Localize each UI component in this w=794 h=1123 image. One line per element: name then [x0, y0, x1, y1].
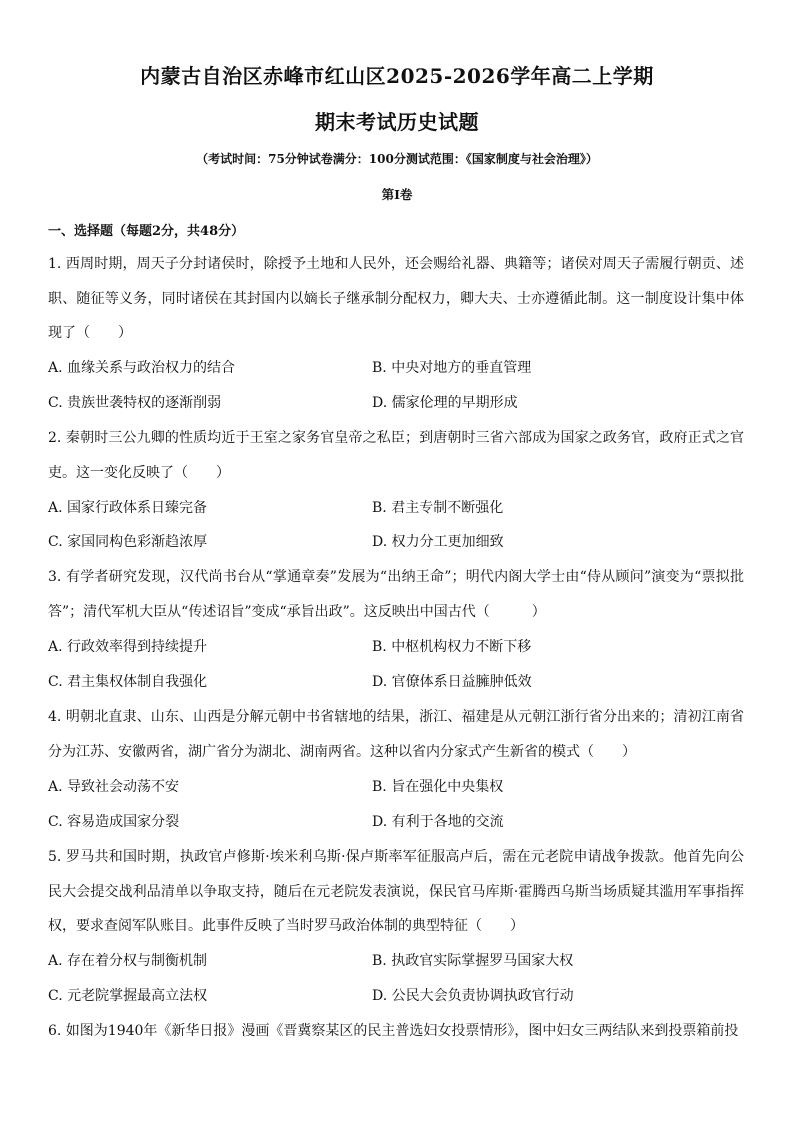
question-4-option-d[interactable]: D. 有利于各地的交流	[372, 814, 504, 830]
question-5-option-c[interactable]: C. 元老院掌握最高立法权	[48, 988, 208, 1004]
question-4-option-b[interactable]: B. 旨在强化中央集权	[372, 779, 504, 795]
exam-info: （考试时间：75分钟试卷满分：100分测试范围：《国家制度与社会治理》）	[196, 152, 598, 166]
question-1-option-d[interactable]: D. 儒家伦理的早期形成	[372, 395, 518, 411]
section-heading: 一、选择题（每题2分，共48分）	[48, 224, 245, 239]
question-5-option-d[interactable]: D. 公民大会负责协调执政官行动	[372, 988, 574, 1004]
question-5-option-b[interactable]: B. 执政官实际掌握罗马国家大权	[372, 953, 574, 969]
question-2-option-a[interactable]: A. 国家行政体系日臻完备	[48, 500, 208, 516]
exam-title-line2: 期末考试历史试题	[315, 110, 479, 134]
question-2-option-c[interactable]: C. 家国同构色彩渐趋浓厚	[48, 534, 208, 550]
question-3-option-b[interactable]: B. 中枢机构权力不断下移	[372, 639, 532, 655]
question-1-option-a[interactable]: A. 血缘关系与政治权力的结合	[48, 360, 236, 376]
exam-title-line1: 内蒙古自治区赤峰市红山区2025-2026学年高二上学期	[140, 64, 654, 88]
question-3-option-a[interactable]: A. 行政效率得到持续提升	[48, 639, 208, 655]
question-2-option-d[interactable]: D. 权力分工更加细致	[372, 534, 504, 550]
question-5-option-a[interactable]: A. 存在着分权与制衡机制	[48, 953, 208, 969]
question-1-option-b[interactable]: B. 中央对地方的垂直管理	[372, 360, 532, 376]
question-2-stem: 2. 秦朝时三公九卿的性质均近于王室之家务官皇帝之私臣；到唐朝时三省六部成为国家之政务官，政府正式之官吏。这一变化反映了（ ）	[48, 430, 744, 481]
question-5-stem: 5. 罗马共和国时期，执政官卢修斯·埃米利乌斯·保卢斯率军征服高卢后，需在元老院申请战争拨款。他首先向公民大会提交战利品清单以争取支持，随后在元老院发表演说，保民官马库斯·霍腾西乌斯当场质疑其滥用军事指挥权，要求查阅军队账目。此事件反映了当时罗马政治体制的典型特征（ ）	[48, 849, 744, 935]
question-4-stem: 4. 明朝北直隶、山东、山西是分解元朝中书省辖地的结果，浙江、福建是从元朝江浙行省分出来的；清初江南省分为江苏、安徽两省，湖广省分为湖北、湖南两省。这种以省内分家式产生新省的模式（ ）	[48, 709, 744, 760]
question-2-option-b[interactable]: B. 君主专制不断强化	[372, 500, 504, 516]
question-6-stem: 6. 如图为1940年《新华日报》漫画《晋冀察某区的民主普选妇女投票情形》，图中妇女三两结队来到投票箱前投	[48, 1023, 739, 1039]
question-3-option-c[interactable]: C. 君主集权体制自我强化	[48, 674, 208, 690]
question-4-option-c[interactable]: C. 容易造成国家分裂	[48, 814, 180, 830]
question-1-stem: 1. 西周时期，周天子分封诸侯时，除授予土地和人民外，还会赐给礼器、典籍等；诸侯对周天子需履行朝贡、述职、随征等义务，同时诸侯在其封国内以嫡长子继承制分配权力，卿大夫、士亦遵循此制。这一制度设计集中体现了（ ）	[48, 256, 744, 342]
question-3-option-d[interactable]: D. 官僚体系日益臃肿低效	[372, 674, 532, 690]
question-1-option-c[interactable]: C. 贵族世袭特权的逐渐削弱	[48, 395, 222, 411]
volume-label: 第I卷	[381, 187, 413, 202]
question-3-stem: 3. 有学者研究发现，汉代尚书台从“掌通章奏”发展为“出纳王命”；明代内阁大学士由“侍从顾问”演变为“票拟批答”；清代军机大臣从“传述诏旨”变成“承旨出政”。这反映出中国古代（ ）	[48, 569, 744, 620]
question-4-option-a[interactable]: A. 导致社会动荡不安	[48, 779, 180, 795]
